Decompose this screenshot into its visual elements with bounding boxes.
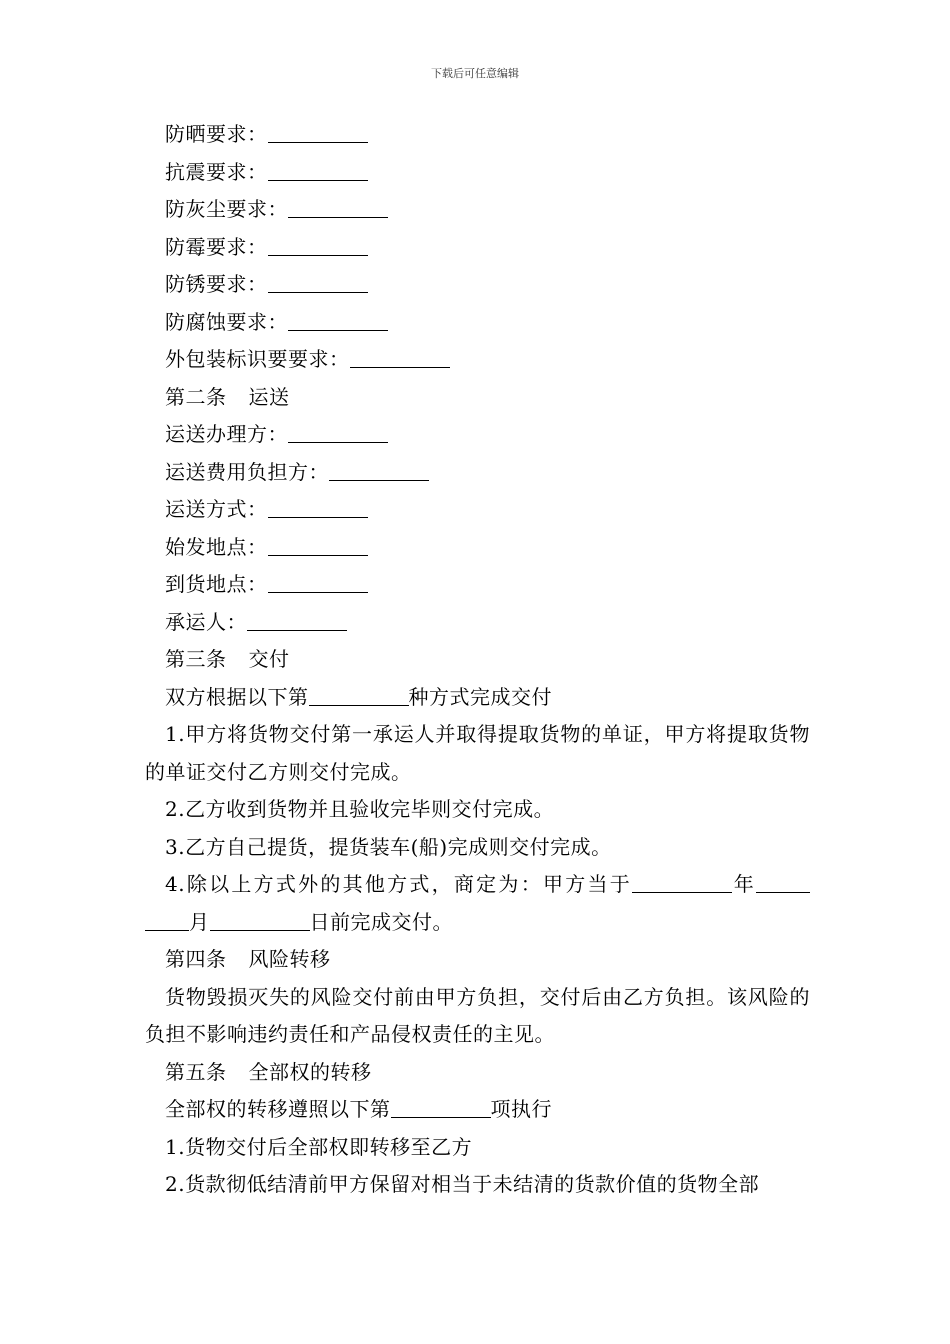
article-5-heading	[145, 1054, 810, 1092]
field-label: 防霉要求：	[165, 234, 268, 259]
article-3-item-1: 1.甲方将货物交付第一承运人并取得提取货物的单证，甲方将提取货物的单证交付乙方则交付完成。	[145, 722, 810, 784]
article-3-intro	[145, 679, 810, 717]
field-label: 外包装标识要要求：	[165, 347, 350, 371]
field-rust-protection	[145, 266, 810, 304]
blank-line	[268, 568, 368, 593]
article-number: 第五条	[165, 1059, 227, 1084]
article-3-item-2: 2.乙方收到货物并且验收完毕则交付完成。	[165, 797, 555, 821]
field-destination	[145, 566, 810, 604]
page-header: 下载后可任意编辑	[431, 67, 519, 80]
article-number: 第四条	[165, 947, 227, 971]
field-corrosion-protection	[145, 304, 810, 342]
article-5-item-1: 1.货物交付后全部权即转移至乙方	[165, 1134, 473, 1159]
article-number: 第二条	[165, 384, 227, 409]
article-2-heading	[145, 379, 810, 417]
field-label: 始发地点：	[165, 534, 268, 559]
field-label: 防锈要求：	[165, 272, 268, 296]
field-carrier	[145, 604, 810, 642]
field-shock-resistance	[145, 154, 810, 192]
article-3-item-4	[145, 866, 810, 941]
field-label: 运送办理方：	[165, 422, 288, 446]
intro-text: 全部权的转移遵照以下第	[165, 1097, 391, 1121]
field-label: 运送费用负担方：	[165, 459, 329, 484]
blank-line	[632, 868, 732, 893]
field-label: 到货地点：	[165, 572, 268, 596]
article-number: 第三条	[165, 647, 227, 671]
intro-text: 种方式完成交付	[408, 684, 552, 709]
article-title: 交付	[248, 647, 290, 671]
field-sun-protection	[145, 116, 810, 154]
blank-line	[309, 681, 409, 706]
field-origin	[145, 529, 810, 567]
field-label: 运送方式：	[165, 497, 268, 521]
field-label: 防腐蚀要求：	[165, 309, 288, 334]
field-label: 防灰尘要求：	[165, 197, 288, 221]
field-mold-protection	[145, 229, 810, 267]
blank-line	[288, 193, 388, 218]
blank-line	[391, 1093, 491, 1118]
field-shipping-handler	[145, 416, 810, 454]
item-text: 日前完成交付。	[309, 909, 453, 934]
blank-line	[329, 456, 429, 481]
blank-line	[268, 268, 368, 293]
blank-line	[268, 531, 368, 556]
field-package-marking	[145, 341, 810, 379]
blank-line	[145, 906, 189, 931]
article-3-item-3: 3.乙方自己提货，提货装车(船)完成则交付完成。	[165, 834, 612, 859]
article-3-heading	[145, 641, 810, 679]
article-4-heading	[145, 941, 810, 979]
blank-line	[288, 306, 388, 331]
blank-line	[268, 118, 368, 143]
blank-line	[350, 343, 450, 368]
blank-line	[268, 493, 368, 518]
document-body	[145, 116, 810, 1204]
field-shipping-method	[145, 491, 810, 529]
field-shipping-cost-bearer	[145, 454, 810, 492]
article-5-item-2: 2.货款彻低结清前甲方保留对相当于未结清的货款价值的货物全部	[165, 1172, 760, 1196]
blank-line	[268, 156, 368, 181]
article-title: 风险转移	[248, 947, 331, 971]
article-title: 全部权的转移	[248, 1059, 372, 1084]
intro-text: 双方根据以下第	[165, 684, 309, 709]
article-5-intro	[145, 1091, 810, 1129]
blank-line	[288, 418, 388, 443]
item-text: 4.除以上方式外的其他方式，商定为：甲方当于	[165, 872, 632, 896]
field-label: 承运人：	[165, 609, 247, 634]
field-label: 防晒要求：	[165, 122, 268, 146]
blank-line	[268, 231, 368, 256]
blank-line	[247, 606, 347, 631]
blank-line	[756, 868, 810, 893]
article-title: 运送	[248, 384, 290, 409]
intro-text: 项执行	[490, 1097, 552, 1121]
field-label: 抗震要求：	[165, 159, 268, 184]
item-text: 年	[731, 872, 756, 896]
field-dust-protection	[145, 191, 810, 229]
article-4-body: 货物毁损灭失的风险交付前由甲方负担，交付后由乙方负担。该风险的负担不影响违约责任和产品侵权责任的主见。	[145, 984, 810, 1046]
item-text: 月	[189, 909, 210, 934]
blank-line	[210, 906, 310, 931]
